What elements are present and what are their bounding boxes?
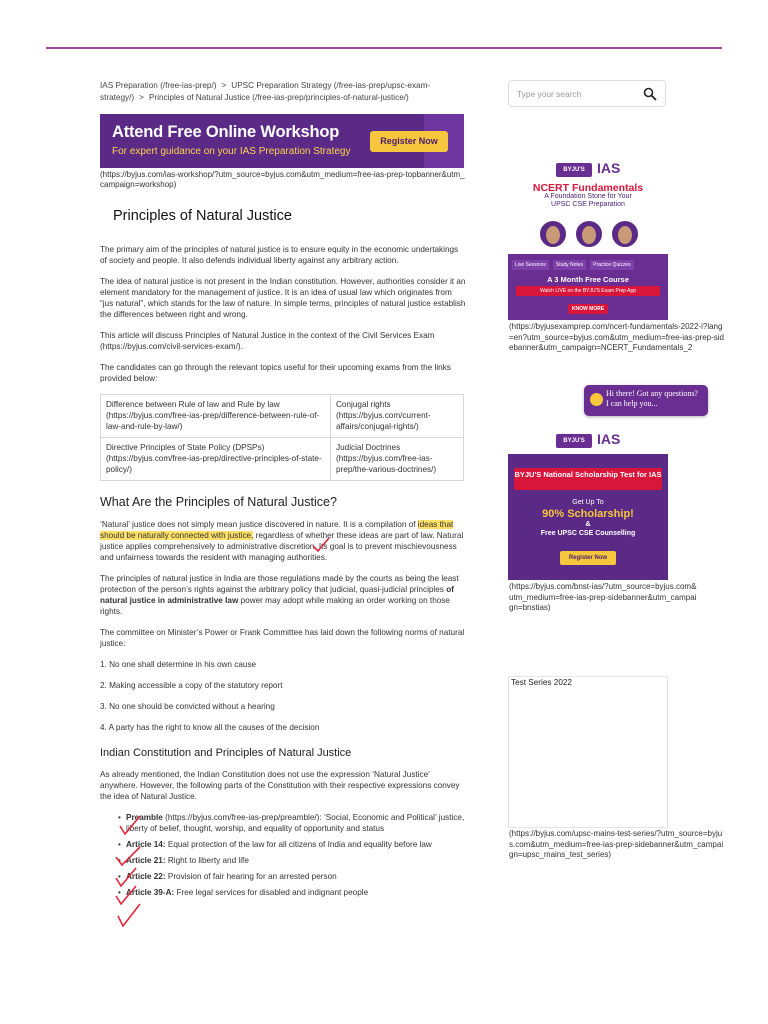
table-row [101,438,464,481]
text-span: power may adopt while making an order working on those rights. [100,596,450,616]
intro-paragraph: The primary aim of the principles of natural justice is to ensure equity in the economic undertakings of society and people. It also defends individual liberty against any arbitrary action. [100,245,459,265]
top-divider [46,47,722,49]
breadcrumb-separator: > [139,93,144,102]
ncert-fundamentals-ad[interactable] [508,155,668,320]
avatar [538,219,568,249]
tag: Live Sessions [512,260,549,270]
item-text: Right to liberty and life [165,856,249,865]
avatar [574,219,604,249]
item-bold[interactable]: Preamble [126,813,163,822]
norm-item: 1. No one shall determine in his own cause [100,660,257,669]
wave-emoji-icon [590,393,603,406]
ad-sub-line: UPSC CSE Preparation [551,201,625,208]
item-bold: Article 22: [126,872,166,881]
ad-subheading [508,193,668,209]
text-span: regardless of whether these ideas are part of law. Natural justice applies comprehensively to administrative discretion. Its goal is to prevent mischievousness and unfairness towards the resident with managing authorities. [100,531,464,562]
norm-item: 3. No one should be convicted without a hearing [100,702,275,711]
main-content [100,80,466,903]
ad-sub-line: A Foundation Stone for Your [544,193,632,200]
norm-item: 4. A party has the right to know all the causes of the decision [100,723,320,732]
get-up-to-text: Get Up To [572,499,604,506]
ad-bottom-panel [508,254,668,320]
list-item [120,839,466,850]
know-more-button[interactable]: KNOW MORE [568,304,608,314]
search-box [508,80,666,107]
breadcrumb-separator: > [221,81,227,90]
table-cell-link[interactable]: Difference between Rule of law and Rule by law (https://byjus.com/free-ias-prep/difference-between-rule-of-law-and-rule-by-law/) [101,395,331,438]
list-item [120,812,466,834]
chat-text [606,389,698,409]
item-bold: Article 21: [126,856,166,865]
bold-text: of natural justice in administrative law [100,585,454,605]
text-span: The principles of natural justice in India are those regulations made by the courts as being the least protection of the person’s rights against the arbitrary policy that judicial, quasi-judicial principles [100,574,459,594]
byjus-logo: BYJU'S [556,434,592,448]
related-links-table [100,394,464,481]
test-series-box[interactable] [508,676,668,828]
test-series-label: Test Series 2022 [511,678,572,687]
scholarship-ad-link[interactable]: (https://byjus.com/bnst-ias/?utm_source=byjus.com&utm_medium=free-ias-prep-sidebanner&utm_campaign=bnstias) [509,582,697,612]
watch-live-strip: Watch LIVE on the BYJU'S Exam Prep App [516,286,660,296]
item-text: Provision of fair hearing for an arrested person [165,872,337,881]
tag: Study Notes [553,260,586,270]
counselling-text: Free UPSC CSE Counselling [540,530,636,537]
chat-line: Hi there! Got any questions? [606,389,698,398]
paragraph [100,519,466,563]
ncert-ad-link[interactable]: (https://byjusexamprep.com/ncert-fundamentals-2022-i?lang=en?utm_source=byjus.com&utm_medium=free-ias-prep-sidebanner&utm_campaign=NCERT_Fundamentals_2 [509,322,724,352]
test-series-link[interactable]: (https://byjus.com/upsc-mains-test-series/?utm_source=byjus.com&utm_medium=free-ias-prep-sidebanner&utm_campaign=upsc_mains_test_series) [509,829,724,859]
tick-mark-icon [118,814,142,836]
free-course-text: A 3 Month Free Course [547,275,629,284]
item-bold: Article 14: [126,840,166,849]
breadcrumb-upsc-strategy[interactable]: UPSC Preparation Strategy (/free-ias-prep/upsc-exam-strategy/) [100,81,431,102]
table-row [101,395,464,438]
paragraph: The candidates can go through the relevant topics useful for their upcoming exams from the links provided below: [100,363,451,383]
ampersand-text: & [585,521,591,528]
educator-avatars [538,219,648,251]
banner-link[interactable]: (https://byjus.com/ias-workshop/?utm_source=byjus.com&utm_medium=free-ias-prep-topbanner&utm_campaign=workshop) [100,170,465,189]
ad-header [508,428,668,454]
tick-mark-icon [116,902,142,928]
paragraph: As already mentioned, the Indian Constitution does not use the expression ‘Natural Justice’ anywhere. However, the following parts of the Constitution with their respective expressions convey the idea of Natural Justice. [100,770,460,801]
banner-title: Attend Free Online Workshop [112,123,340,141]
tick-mark-icon [312,537,330,553]
section-heading: What Are the Principles of Natural Justice? [100,495,337,509]
articles-list [100,812,466,898]
ias-logo-text: IAS [597,160,621,176]
table-cell-link[interactable]: Judicial Doctrines (https://byjus.com/free-ias-prep/the-various-doctrines/) [331,438,464,481]
list-item [120,871,466,882]
avatar [610,219,640,249]
paragraph: This article will discuss Principles of Natural Justice in the context of the Civil Services Exam (https://byjus.com/civil-services-exam/). [100,331,435,351]
search-icon[interactable] [643,87,657,101]
paragraph: The committee on Minister’s Power or Frank Committee has laid down the following norms of natural justice: [100,628,465,648]
text-span: ‘Natural’ justice does not simply mean justice discovered in nature. It is a compilation of [100,520,418,529]
tick-mark-icon [114,845,142,867]
item-bold: Article 39-A: [126,888,175,897]
chat-widget[interactable] [584,385,708,416]
table-cell-link[interactable]: Directive Principles of State Policy (DPSPs) (https://byjus.com/free-ias-prep/directive-principles-of-state-policy/) [101,438,331,481]
feature-tags [512,260,638,270]
ias-logo-text: IAS [597,431,621,447]
register-now-button[interactable]: Register Now [560,551,616,565]
table-cell-link[interactable]: Conjugal rights (https://byjus.com/current-affairs/conjugal-rights/) [331,395,464,438]
page-title: Principles of Natural Justice [113,208,292,224]
breadcrumb [100,80,466,104]
norm-item: 2. Making accessible a copy of the statutory report [100,681,283,690]
workshop-banner[interactable] [100,114,464,168]
list-item [120,887,466,898]
search-input[interactable] [517,87,637,101]
byjus-logo: BYJU'S [556,163,592,177]
scholarship-ribbon: BYJU'S National Scholarship Test for IAS [514,468,662,490]
chat-line: I can help you... [606,399,658,408]
item-text: Free legal services for disabled and indignant people [174,888,369,897]
scholarship-percent: 90% Scholarship! [542,508,634,520]
highlighted-text: ideas that should be naturally connected with justice, [100,520,454,540]
list-item [120,855,466,866]
item-text: (https://byjus.com/free-ias-prep/preamble/): ‘Social, Economic and Political’ justice, liberty of belief, thought, worship, and equality of opportunity and status [126,813,465,833]
banner-subtitle: For expert guidance on your IAS Preparation Strategy [112,146,351,157]
paragraph [100,573,466,617]
register-now-button[interactable]: Register Now [370,131,448,152]
section-heading: Indian Constitution and Principles of Natural Justice [100,747,352,759]
paragraph: The idea of natural justice is not present in the Indian constitution. However, authorities consider it an element mandatory for the management of justice. It is an idea of usual law which originates from “jus natural”, which stands for the law of nature. In simple terms, principles of natural justice establish the differences between right and wrong. [100,277,466,319]
breadcrumb-current: Principles of Natural Justice (/free-ias-prep/principles-of-natural-justice/) [148,93,409,102]
ad-heading: NCERT Fundamentals [532,182,644,194]
item-text: Equal protection of the law for all citizens of India and equality before law [165,840,432,849]
tag: Practice Quizzes [590,260,634,270]
scholarship-ad[interactable] [508,428,668,580]
breadcrumb-ias-preparation[interactable]: IAS Preparation (/free-ias-prep/) [100,81,217,90]
